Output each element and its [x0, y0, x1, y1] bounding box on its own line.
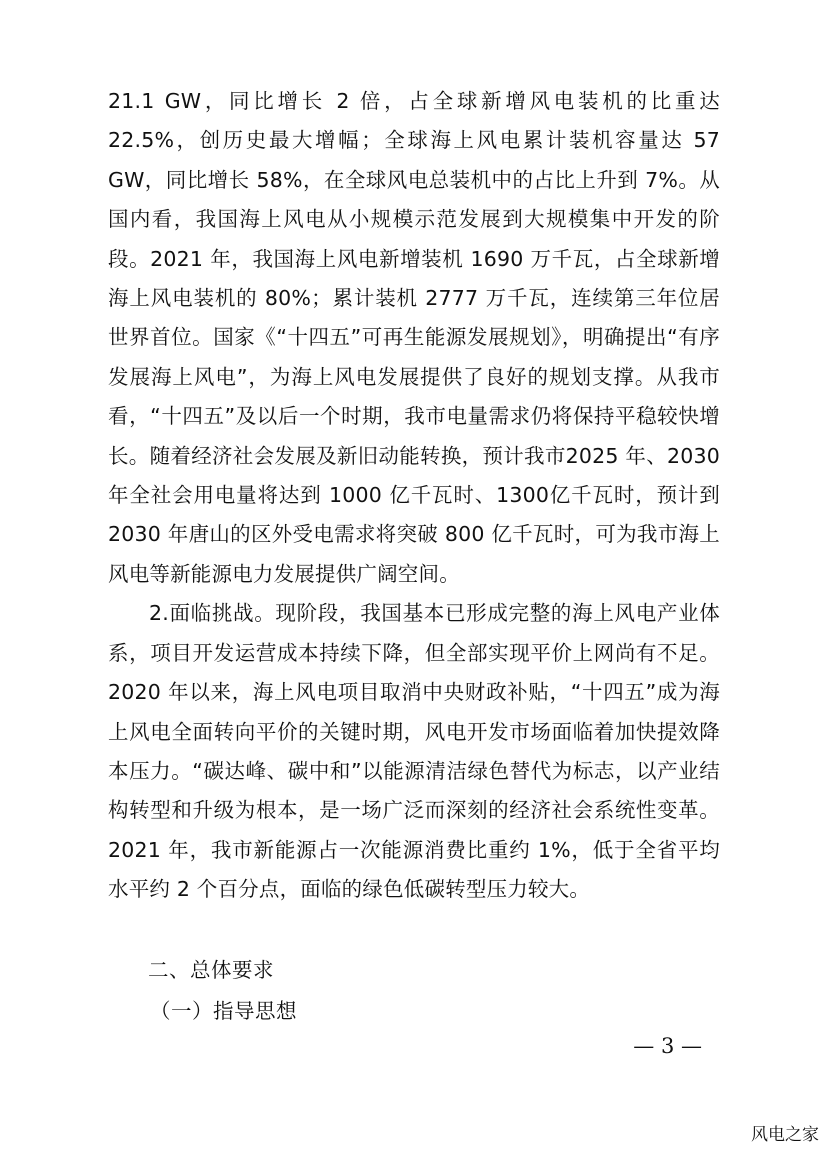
document-body — [108, 82, 720, 910]
paragraph-continuation: 21.1 GW，同比增长 2 倍，占全球新增风电装机的比重达22.5%，创历史最大增幅；全球海上风电累计装机容量达 57 GW，同比增长 58%，在全球风电总装机中的占比上升到 7%。从国内看，我国海上风电从小规模示范发展到大规模集中开发的阶段。2021 年，我国海上风电新增装机 1690 万千瓦，占全球新增海上风电装机的 80%；累计装机 2777 万千瓦，连续第三年位居世界首位。国家《“十四五”可再生能源发展规划》，明确提出“有序发展海上风电”，为海上风电发展提供了良好的规划支撑。从我市看，“十四五”及以后一个时期，我市电量需求仍将保持平稳较快增长。随着经济社会发展及新旧动能转换，预计我市2025 年、2030 年全社会用电量将达到 1000 亿千瓦时、1300亿千瓦时，预计到 2030 年唐山的区外受电需求将突破 800 亿千瓦时，可为我市海上风电等新能源电力发展提供广阔空间。 — [108, 89, 720, 586]
watermark-text: 风电之家 — [751, 1125, 819, 1145]
paragraph-challenges: 2.面临挑战。现阶段，我国基本已形成完整的海上风电产业体系，项目开发运营成本持续下降，但全部实现平价上网尚有不足。2020 年以来，海上风电项目取消中央财政补贴，“十四五”成为海上风电全面转向平价的关键时期，风电开发市场面临着加快提效降本压力。“碳达峰、碳中和”以能源清洁绿色替代为标志，以产业结构转型和升级为根本，是一场广泛而深刻的经济社会系统性变革。2021 年，我市新能源占一次能源消费比重约 1%，低于全省平均水平约 2 个百分点，面临的绿色低碳转型压力较大。 — [108, 601, 720, 902]
page-number: — 3 — — [633, 1034, 702, 1058]
section-heading: 二、总体要求 — [148, 958, 274, 982]
subsection-heading: （一）指导思想 — [150, 999, 297, 1023]
